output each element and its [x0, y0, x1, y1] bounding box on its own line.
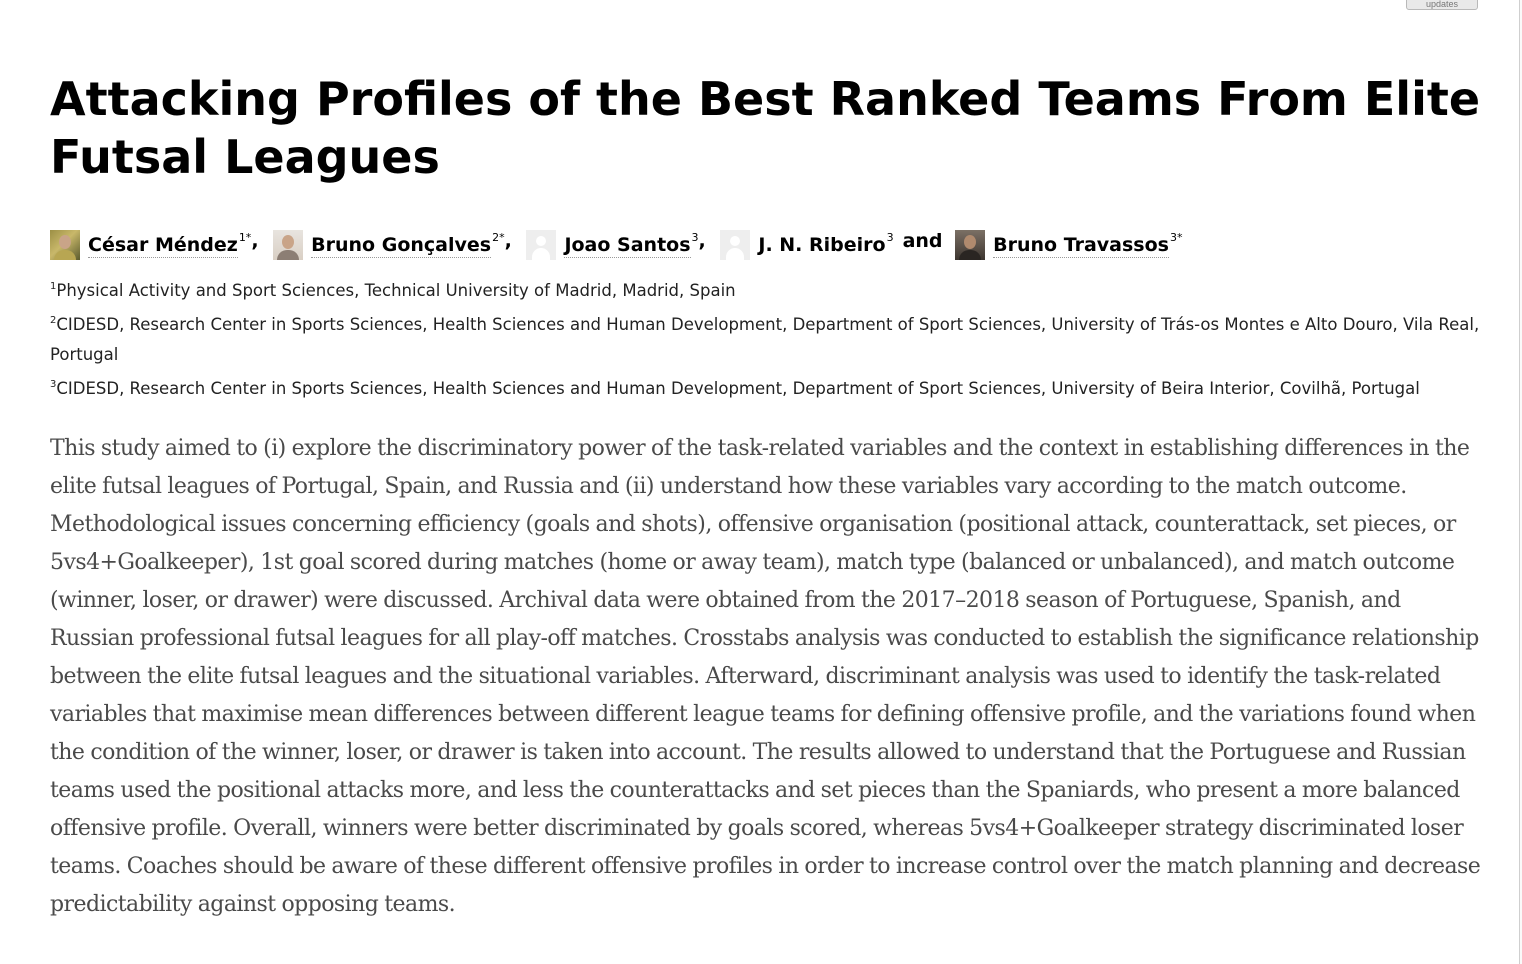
author-separator: ,: [698, 230, 706, 253]
author-cesar-mendez[interactable]: [50, 222, 251, 261]
affiliation-item: [50, 272, 1490, 306]
affiliation-item: [50, 306, 1490, 370]
affiliation-text: CIDESD, Research Center in Sports Sciences, Health Sciences and Human Development, Department of Sport Sciences, University of Beira Interior, Covilhã, Portugal: [56, 379, 1420, 398]
abstract-text: This study aimed to (i) explore the discriminatory power of the task-related variables and the context in establishing differences in the elite futsal leagues of Portugal, Spain, and Russia and (ii) understand how these variables vary according to the match outcome. Methodological issues concerning efficiency (goals and shots), offensive organisation (positional attack, counterattack, set pieces, or 5vs4+Goalkeeper), 1st goal scored during matches (home or away team), match type (balanced or unbalanced), and match outcome (winner, loser, or drawer) were discussed. Archival data were obtained from the 2017–2018 season of Portuguese, Spanish, and Russian professional futsal leagues for all play-off matches. Crosstabs analysis was conducted to establish the significance relationship between the elite futsal leagues and the situational variables. Afterward, discriminant analysis was used to identify the task-related variables that maximise mean differences between different league teams for defining offensive profile, and the variations found when the condition of the winner, loser, or drawer is taken into account. The results allowed to understand that the Portuguese and Russian teams used the positional attacks more, and less the counterattacks and set pieces than the Spaniards, who present a more balanced offensive profile. Overall, winners were better discriminated by goals scored, whereas 5vs4+Goalkeeper strategy discriminated loser teams. Coaches should be aware of these different offensive profiles in order to increase control over the match planning and decrease predictability against opposing teams.: [50, 436, 1481, 917]
author-name[interactable]: Joao Santos: [564, 233, 691, 256]
affiliation-number: 1: [50, 281, 57, 292]
author-bruno-goncalves[interactable]: [273, 222, 504, 261]
affiliation-sup: 1*: [238, 231, 252, 244]
author-name[interactable]: César Méndez: [88, 233, 238, 256]
author-separator: ,: [504, 230, 512, 253]
author-jn-ribeiro[interactable]: [720, 222, 893, 261]
author-separator: and: [902, 230, 943, 253]
affiliation-text: CIDESD, Research Center in Sports Sciences, Health Sciences and Human Development, Department of Sport Sciences, University of Trás-os Montes e Alto Douro, Vila Real, Portugal: [50, 315, 1480, 364]
author-bruno-travassos[interactable]: [955, 222, 1182, 261]
person-placeholder-icon[interactable]: [526, 230, 556, 260]
check-updates-button[interactable]: updates: [1406, 0, 1478, 10]
author-separator: ,: [251, 230, 259, 253]
article-title: Attacking Profiles of the Best Ranked Teams From Elite Futsal Leagues: [50, 72, 1481, 184]
affiliation-number: 2: [50, 315, 57, 326]
author-list: [50, 222, 1500, 256]
affiliation-number: 3: [50, 379, 57, 390]
affiliations: [50, 272, 1490, 404]
affiliation-sup: 2*: [492, 231, 505, 244]
author-photo-avatar[interactable]: [273, 230, 303, 260]
author-joao-santos[interactable]: [526, 222, 698, 261]
affiliation-sup: 3: [886, 231, 894, 244]
affiliation-item: [50, 370, 1490, 404]
author-name[interactable]: Bruno Gonçalves: [311, 233, 492, 256]
author-name[interactable]: J. N. Ribeiro: [758, 233, 886, 256]
author-name[interactable]: Bruno Travassos: [993, 233, 1169, 256]
person-placeholder-icon[interactable]: [720, 230, 750, 260]
author-photo-avatar[interactable]: [50, 230, 80, 260]
affiliation-sup: 3*: [1169, 231, 1183, 244]
affiliation-sup: 3: [691, 231, 699, 244]
affiliation-text: Physical Activity and Sport Sciences, Technical University of Madrid, Madrid, Spain: [56, 281, 736, 300]
author-photo-avatar[interactable]: [955, 230, 985, 260]
